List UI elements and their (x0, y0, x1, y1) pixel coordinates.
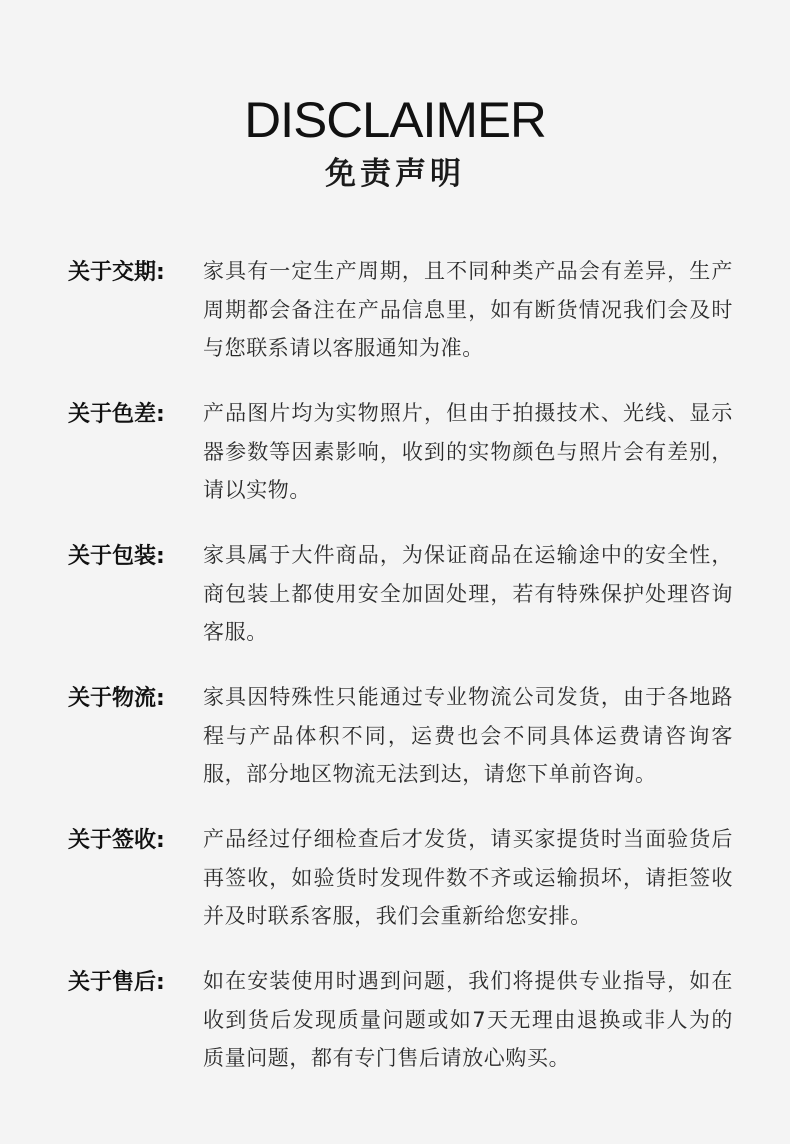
section-logistics (0, 678, 790, 820)
section-text: 家具有一定生产周期，且不同种类产品会有差异，生产周期都会备注在产品信息里，如有断货情况我们会及时与您联系请以客服通知为准。 (203, 259, 733, 360)
title-chinese: 免责声明 (325, 156, 465, 192)
section-label: 关于交期: (68, 260, 165, 285)
section-text: 产品图片均为实物照片，但由于拍摄技术、光线、显示器参数等因素影响，收到的实物颜色与照片会有差别，请以实物。 (203, 401, 733, 502)
section-text: 如在安装使用时遇到问题，我们将提供专业指导，如在收到货后发现质量问题或如7天无理由退换或非人为的质量问题，都有专门售后请放心购买。 (203, 969, 733, 1070)
section-color-difference (0, 394, 790, 536)
header (0, 92, 790, 196)
section-label: 关于售后: (68, 970, 165, 995)
section-packaging (0, 536, 790, 678)
section-delivery-time (0, 252, 790, 394)
section-label: 关于签收: (68, 828, 165, 853)
section-after-sales (0, 962, 790, 1104)
section-receipt (0, 820, 790, 962)
section-text: 家具属于大件商品，为保证商品在运输途中的安全性，商包装上都使用安全加固处理，若有特殊保护处理咨询客服。 (203, 543, 733, 644)
title-english: DISCLAIMER (244, 92, 546, 148)
section-label: 关于包装: (68, 544, 165, 569)
section-label: 关于物流: (68, 686, 165, 711)
section-label: 关于色差: (68, 402, 165, 427)
section-text: 家具因特殊性只能通过专业物流公司发货，由于各地路程与产品体积不同，运费也会不同具体运费请咨询客服，部分地区物流无法到达，请您下单前咨询。 (203, 685, 733, 786)
disclaimer-sections (0, 252, 790, 1104)
section-text: 产品经过仔细检查后才发货，请买家提货时当面验货后再签收，如验货时发现件数不齐或运输损坏，请拒签收并及时联系客服，我们会重新给您安排。 (203, 827, 733, 928)
